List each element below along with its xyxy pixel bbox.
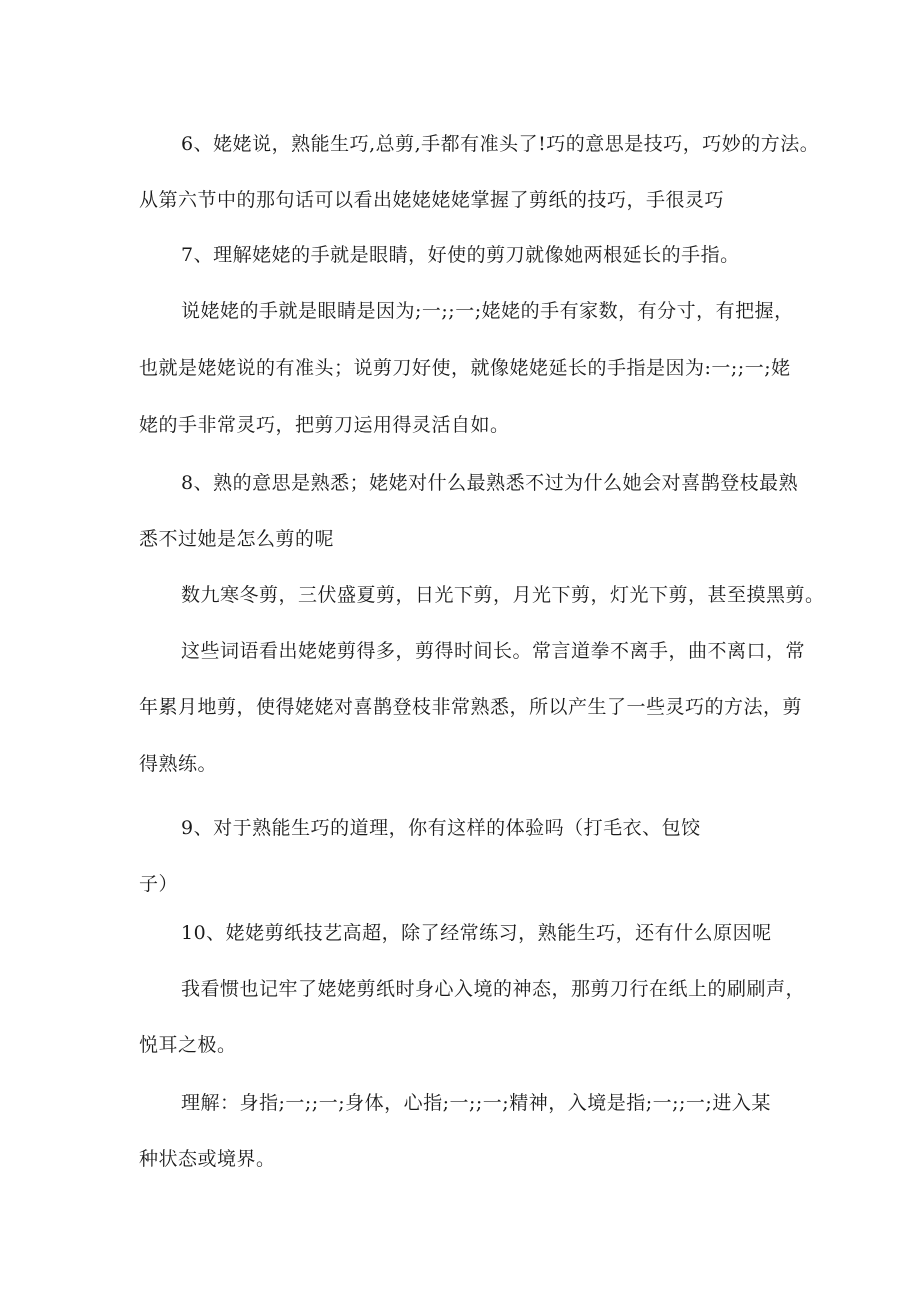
text-line: 理解：身指;一;;一;身体，心指;一;;一;精神，入境是指;一;;一;进入某 xyxy=(181,1092,771,1114)
text-line: 悉不过她是怎么剪的呢 xyxy=(139,528,335,550)
text-line: 说姥姥的手就是眼睛是因为;一;;一;姥姥的手有家数，有分寸，有把握， xyxy=(181,300,794,322)
text-line: 种状态或境界。 xyxy=(139,1148,276,1170)
text-line: 姥的手非常灵巧，把剪刀运用得灵活自如。 xyxy=(139,414,510,436)
text-line: 悦耳之极。 xyxy=(139,1034,237,1056)
text-line: 也就是姥姥说的有准头；说剪刀好使，就像姥姥延长的手指是因为:一;;一;姥 xyxy=(139,357,791,379)
text-line: 年累月地剪，使得姥姥对喜鹊登枝非常熟悉，所以产生了一些灵巧的方法，剪 xyxy=(139,696,803,718)
text-line: 9、对于熟能生巧的道理，你有这样的体验吗（打毛衣、包饺 xyxy=(181,817,701,839)
text-line: 8、熟的意思是熟悉；姥姥对什么最熟悉不过为什么她会对喜鹊登枝最熟 xyxy=(181,472,799,494)
text-line: 我看惯也记牢了姥姥剪纸时身心入境的神态，那剪刀行在纸上的刷刷声， xyxy=(181,978,806,1000)
text-line: 6、姥姥说，熟能生巧,总剪,手都有准头了!巧的意思是技巧，巧妙的方法。 xyxy=(181,133,820,155)
text-line: 得熟练。 xyxy=(139,753,218,775)
text-line: 7、理解姥姥的手就是眼睛，好使的剪刀就像她两根延长的手指。 xyxy=(181,244,740,266)
text-line: 10、姥姥剪纸技艺高超，除了经常练习，熟能生巧，还有什么原因呢 xyxy=(181,922,772,944)
text-line: 从第六节中的那句话可以看出姥姥姥姥掌握了剪纸的技巧，手很灵巧 xyxy=(139,189,725,211)
text-line: 这些词语看出姥姥剪得多，剪得时间长。常言道拳不离手，曲不离口，常 xyxy=(181,640,806,662)
text-line: 子） xyxy=(139,873,179,895)
text-line: 数九寒冬剪，三伏盛夏剪，日光下剪，月光下剪，灯光下剪，甚至摸黑剪。 xyxy=(181,584,825,606)
